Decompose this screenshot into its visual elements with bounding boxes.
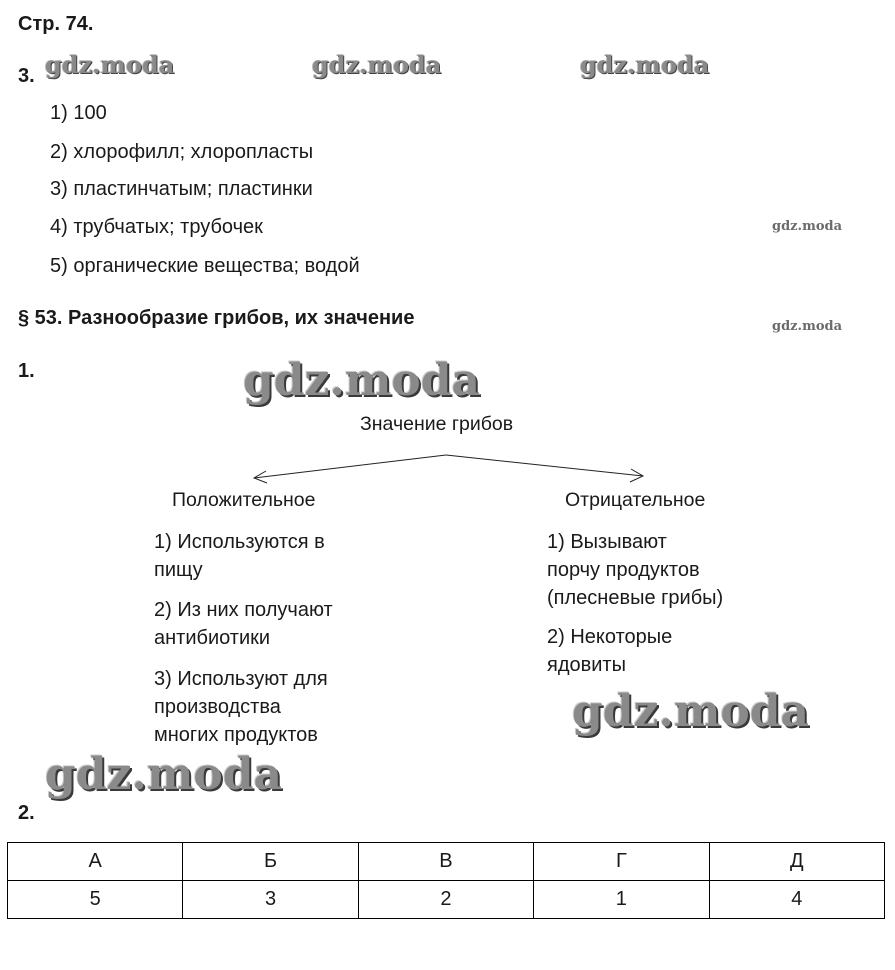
positive-item-2: 2) Из них получают антибиотики [154, 599, 333, 649]
negative-item-2: 2) Некоторые ядовиты [547, 626, 673, 676]
answer-table [7, 842, 885, 919]
table-cell: 3 [183, 881, 358, 919]
table-header-cell: Г [534, 843, 709, 881]
task3-item-5: 5) органические вещества; водой [50, 255, 360, 277]
task3-item-3: 3) пластинчатым; пластинки [50, 178, 313, 200]
task1-number: 1. [18, 360, 35, 382]
watermark-logo-large: gdz.moda [45, 749, 283, 800]
task3-number: 3. [18, 65, 35, 87]
watermark-small: gdz.moda [772, 219, 843, 234]
table-header-row [8, 843, 885, 881]
table-header-cell: В [358, 843, 533, 881]
task2-number: 2. [18, 802, 35, 824]
table-cell: 2 [358, 881, 533, 919]
table-header-cell: Б [183, 843, 358, 881]
positive-title: Положительное [172, 489, 316, 511]
task3-item-4: 4) трубчатых; трубочек [50, 216, 263, 238]
positive-item-3: 3) Используют для производства многих продуктов [154, 668, 328, 746]
task3-item-1: 1) 100 [50, 102, 107, 124]
watermark-logo-large: gdz.moda [572, 686, 810, 737]
watermark-logo: gdz.moda [580, 50, 710, 79]
watermark-small: gdz.moda [772, 319, 843, 334]
table-cell: 1 [534, 881, 709, 919]
arrow-to-positive [254, 455, 446, 478]
negative-title: Отрицательное [565, 489, 706, 511]
negative-item-1: 1) Вызывают порчу продуктов (плесневые грибы) [547, 531, 724, 609]
watermark-logo: gdz.moda [45, 50, 175, 79]
table-header-cell: Д [709, 843, 884, 881]
table-cell: 4 [709, 881, 884, 919]
table-header-cell: А [8, 843, 183, 881]
arrow-to-negative [446, 455, 643, 476]
task3-item-2: 2) хлорофилл; хлоропласты [50, 141, 314, 163]
positive-item-1: 1) Используются в пищу [154, 531, 325, 581]
diagram-root-label: Значение грибов [360, 413, 514, 435]
section-heading: § 53. Разнообразие грибов, их значение [18, 307, 415, 329]
table-row [8, 881, 885, 919]
watermark-logo-large: gdz.moda [243, 355, 481, 406]
table-cell: 5 [8, 881, 183, 919]
page-title: Стр. 74. [18, 13, 94, 35]
watermark-logo: gdz.moda [312, 50, 442, 79]
